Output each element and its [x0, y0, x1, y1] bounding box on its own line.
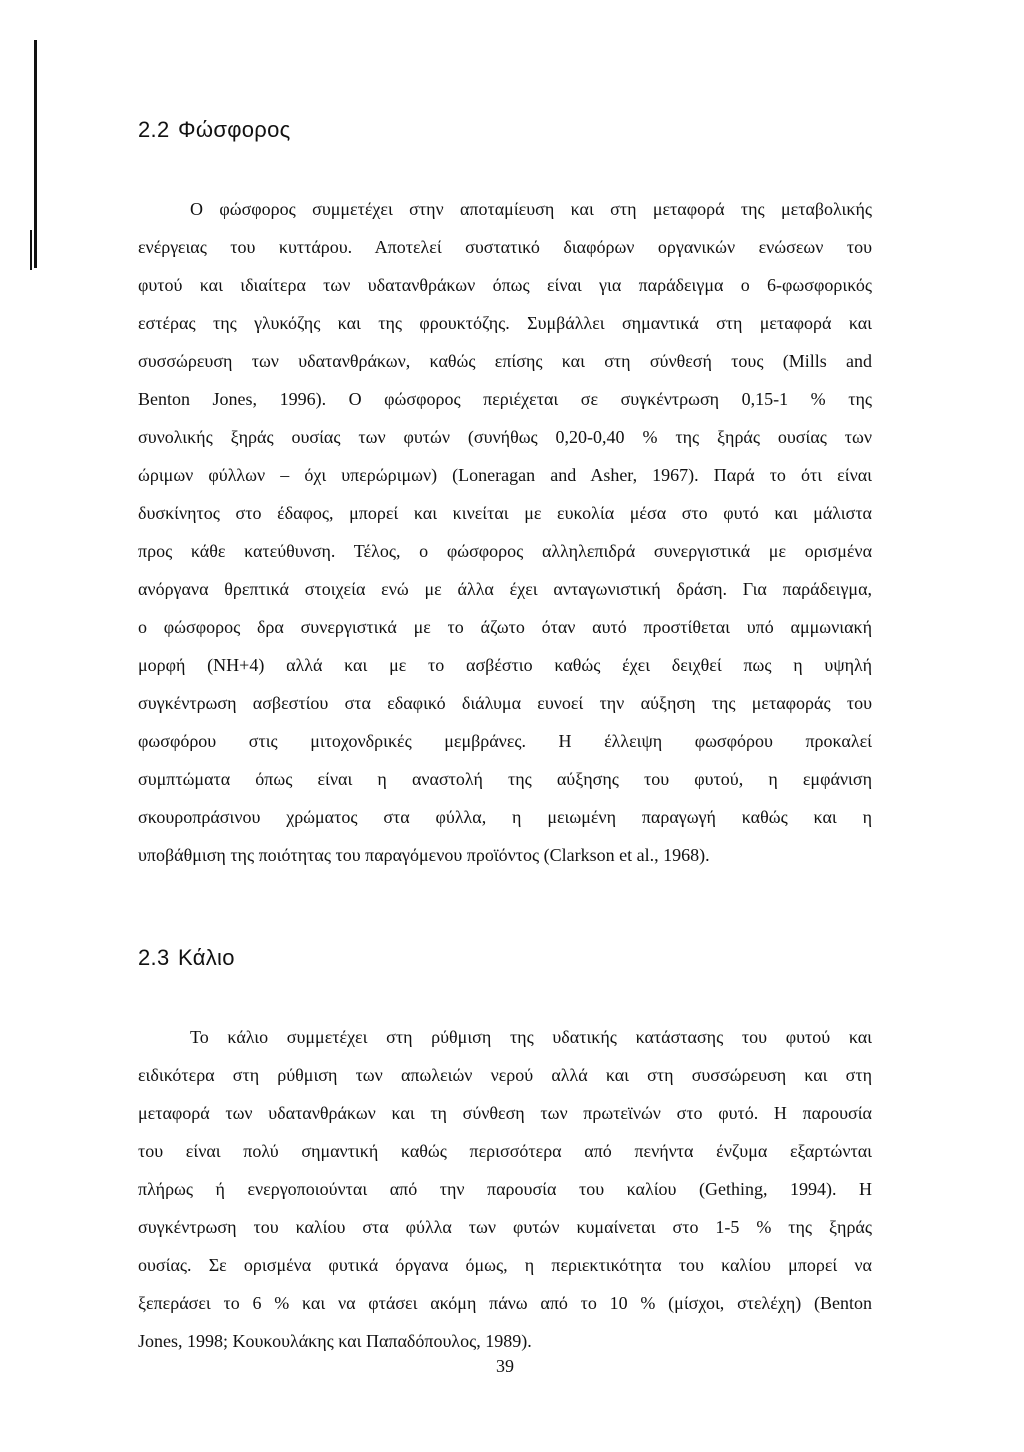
text-line: συγκέντρωση του καλίου στα φύλλα των φυτών κυμαίνεται στο 1-5 % της ξηράς [138, 1217, 872, 1237]
text-line: συγκέντρωση ασβεστίου στα εδαφικό διάλυμα ευνοεί την αύξηση της μεταφοράς του [138, 693, 872, 713]
section-number: 2.2 [138, 117, 170, 142]
text-line: φωσφόρου στις μιτοχονδρικές μεμβράνες. Η έλλειψη φωσφόρου προκαλεί [138, 731, 872, 751]
section-title: Φώσφορος [178, 117, 291, 142]
text-line: Το κάλιο συμμετέχει στη ρύθμιση της υδατικής κατάστασης του φυτού και [190, 1027, 872, 1047]
text-line: ώριμων φύλλων – όχι υπερώριμων) (Loneragan and Asher, 1967). Παρά το ότι είναι [138, 465, 872, 485]
text-line: Jones, 1998; Κουκουλάκης και Παπαδόπουλος, 1989). [138, 1331, 532, 1351]
text-line: συσσώρευση των υδατανθράκων, καθώς επίσης και στη σύνθεσή τους (Mills and [138, 351, 872, 371]
text-line: φυτού και ιδιαίτερα των υδατανθράκων όπως είναι για παράδειγμα ο 6-φωσφορικός [138, 275, 872, 295]
section-number: 2.3 [138, 945, 170, 970]
paragraph-phosphorus [138, 190, 872, 874]
text-line: προς κάθε κατεύθυνση. Τέλος, ο φώσφορος αλληλεπιδρά συνεργιστικά με ορισμένα [138, 541, 872, 561]
scan-edge-mark [34, 40, 37, 268]
text-line: συμπτώματα όπως είναι η αναστολή της αύξησης του φυτού, η εμφάνιση [138, 769, 872, 789]
section-title: Κάλιο [178, 945, 235, 970]
text-line: υποβάθμιση της ποιότητας του παραγόμενου προϊόντος (Clarkson et al., 1968). [138, 845, 710, 865]
text-line: ειδικότερα στη ρύθμιση των απωλειών νερού αλλά και στη συσσώρευση και στη [138, 1065, 872, 1085]
text-line: δυσκίνητος στο έδαφος, μπορεί και κινείται με ευκολία μέσα στο φυτό και μάλιστα [138, 503, 872, 523]
section-heading-potassium [138, 945, 235, 971]
text-line: ανόργανα θρεπτικά στοιχεία ενώ με άλλα έχει ανταγωνιστική δράση. Για παράδειγμα, [138, 579, 872, 599]
text-line: πλήρως ή ενεργοποιούνται από την παρουσία του καλίου (Gething, 1994). Η [138, 1179, 872, 1199]
text-line: μορφή (NH+4) αλλά και με το ασβέστιο καθώς έχει δειχθεί πως η υψηλή [138, 655, 872, 675]
section-heading-phosphorus [138, 117, 291, 143]
paragraph-potassium [138, 1018, 872, 1360]
text-line: μεταφορά των υδατανθράκων και τη σύνθεση των πρωτεϊνών στο φυτό. Η παρουσία [138, 1103, 872, 1123]
text-line: Ο φώσφορος συμμετέχει στην αποταμίευση και στη μεταφορά της μεταβολικής [190, 199, 872, 219]
text-line: σκουροπράσινου χρώματος στα φύλλα, η μειωμένη παραγωγή καθώς και η [138, 807, 872, 827]
text-line: ξεπεράσει το 6 % και να φτάσει ακόμη πάνω από το 10 % (μίσχοι, στελέχη) (Benton [138, 1293, 872, 1313]
text-line: συνολικής ξηράς ουσίας των φυτών (συνήθως 0,20-0,40 % της ξηράς ουσίας των [138, 427, 872, 447]
text-line: εστέρας της γλυκόζης και της φρουκτόζης. Συμβάλλει σημαντικά στη μεταφορά και [138, 313, 872, 333]
text-line: Benton Jones, 1996). Ο φώσφορος περιέχεται σε συγκέντρωση 0,15-1 % της [138, 389, 872, 409]
text-line: του είναι πολύ σημαντική καθώς περισσότερα από πενήντα ένζυμα εξαρτώνται [138, 1141, 872, 1161]
page-number: 39 [496, 1356, 514, 1376]
text-line: ο φώσφορος δρα συνεργιστικά με το άζωτο όταν αυτό προστίθεται υπό αμμωνιακή [138, 617, 872, 637]
text-line: ουσίας. Σε ορισμένα φυτικά όργανα όμως, η περιεκτικότητα του καλίου μπορεί να [138, 1255, 872, 1275]
scan-edge-mark [30, 230, 32, 270]
text-line: ενέργειας του κυττάρου. Αποτελεί συστατικό διαφόρων οργανικών ενώσεων του [138, 237, 872, 257]
